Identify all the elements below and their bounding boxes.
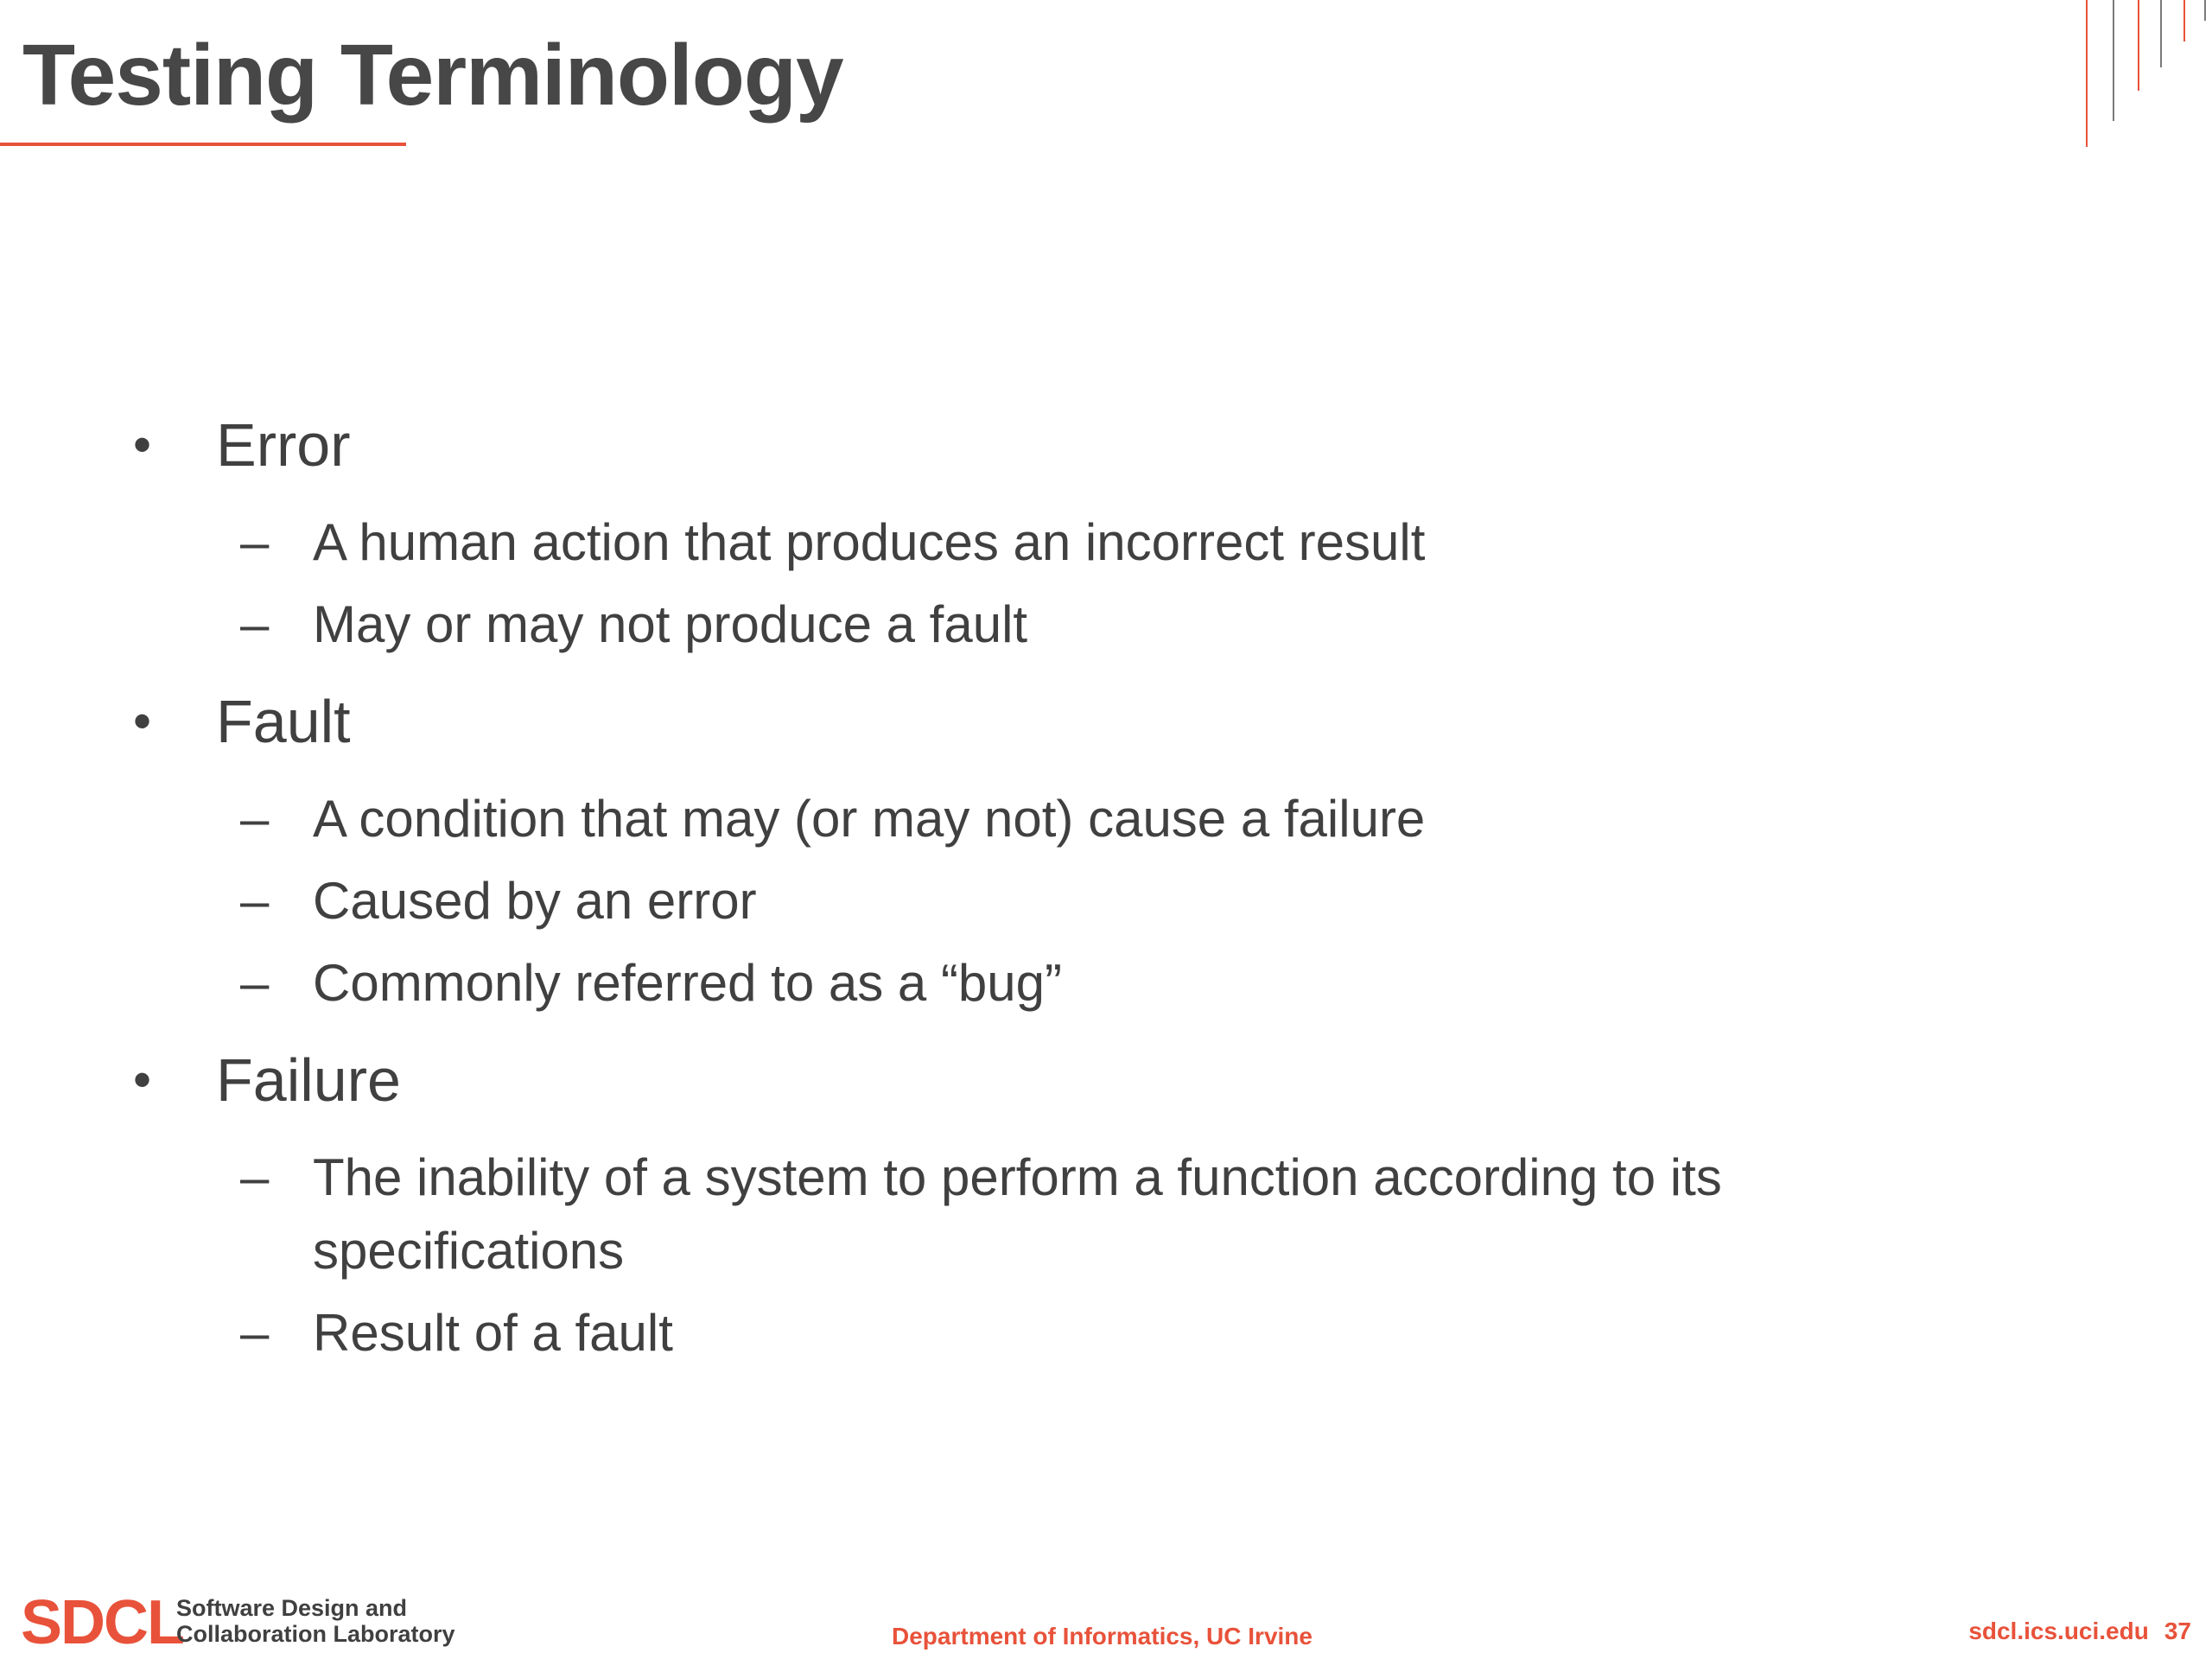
bullet-label: Error xyxy=(216,411,351,479)
bullet-dot-icon: • xyxy=(133,1051,152,1109)
bullet-label: Fault xyxy=(216,688,351,755)
sub-bullet-text: May or may not produce a fault xyxy=(313,595,1028,653)
dash-icon: – xyxy=(240,1304,270,1362)
sub-bullet-text: Caused by an error xyxy=(313,872,757,930)
sub-bullet xyxy=(130,1141,2024,1287)
sub-bullet xyxy=(130,946,2056,1020)
bullet-list xyxy=(130,393,2056,1378)
sub-bullet xyxy=(130,1296,2056,1370)
sub-bullet xyxy=(130,505,2056,579)
dash-icon: – xyxy=(240,954,270,1012)
footer-right xyxy=(1968,1618,2191,1645)
decorative-lines xyxy=(2074,0,2212,151)
page-number: 37 xyxy=(2164,1618,2191,1644)
bullet-label: Failure xyxy=(216,1046,401,1114)
bullet-dot-icon: • xyxy=(133,692,152,750)
title-underline xyxy=(0,143,406,146)
sub-bullet-text: A human action that produces an incorrect result xyxy=(313,513,1426,571)
bullet-group-fault xyxy=(130,670,2056,1020)
dash-icon: – xyxy=(240,513,270,571)
bullet-item xyxy=(130,393,2056,497)
sub-bullet xyxy=(130,782,2056,855)
logo-line-2: Collaboration Laboratory xyxy=(176,1621,455,1647)
logo-text xyxy=(176,1595,455,1647)
dash-icon: – xyxy=(240,595,270,653)
bullet-item xyxy=(130,670,2056,773)
bullet-group-failure xyxy=(130,1028,2056,1370)
logo-mark: SDCL xyxy=(21,1588,183,1657)
footer-website: sdcl.ics.uci.edu xyxy=(1968,1618,2149,1644)
logo-line-1: Software Design and xyxy=(176,1595,408,1621)
bullet-group-error xyxy=(130,393,2056,661)
bullet-item xyxy=(130,1028,2056,1132)
sub-bullet xyxy=(130,864,2056,938)
sub-bullet-text: Result of a fault xyxy=(313,1304,673,1362)
dash-icon: – xyxy=(240,872,270,930)
sub-bullet-text: The inability of a system to perform a function according to its specifications xyxy=(313,1148,1722,1280)
dash-icon: – xyxy=(240,1148,270,1206)
sub-bullet-text: A condition that may (or may not) cause a failure xyxy=(313,790,1426,848)
footer-department: Department of Informatics, UC Irvine xyxy=(892,1623,1313,1649)
sub-bullet xyxy=(130,588,2056,661)
dash-icon: – xyxy=(240,790,270,848)
bullet-dot-icon: • xyxy=(133,416,152,474)
sub-bullet-text: Commonly referred to as a “bug” xyxy=(313,954,1063,1012)
slide-title: Testing Terminology xyxy=(22,27,843,124)
